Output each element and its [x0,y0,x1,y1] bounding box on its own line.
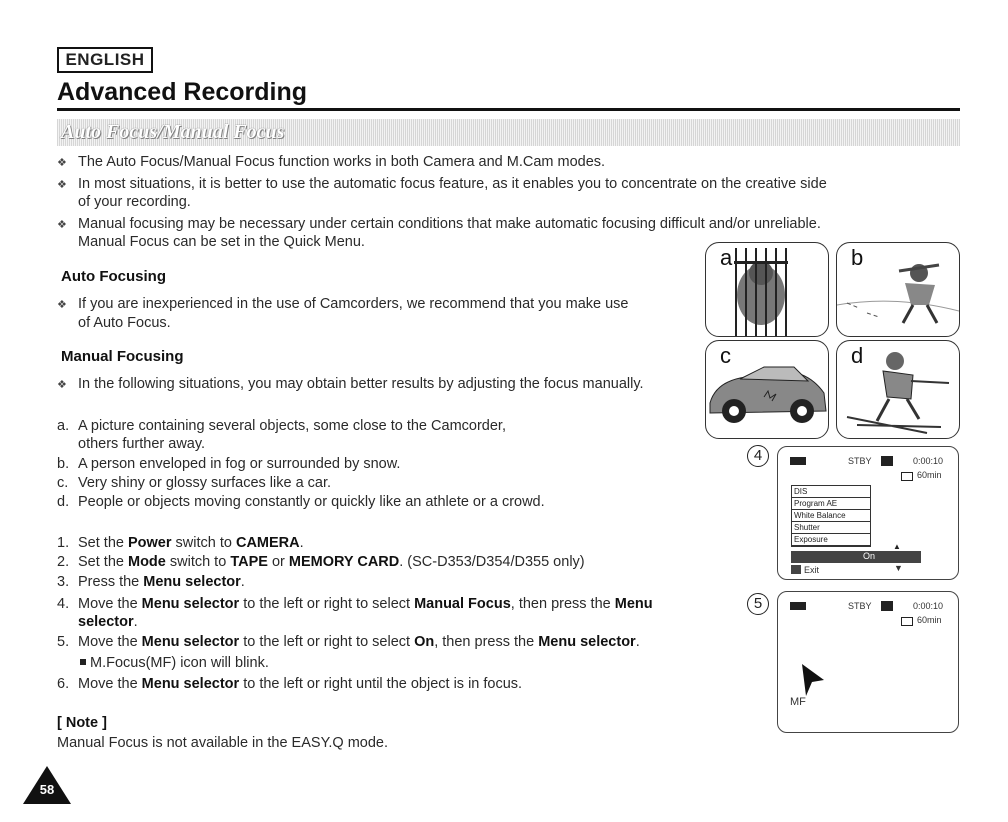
step-1: Set the Power switch to CAMERA. [78,535,304,551]
auto-focusing-line-1: If you are inexperienced in the use of Camcorders, we recommend that you make use [78,296,629,312]
illustration-c [705,340,829,439]
quick-menu [791,485,871,547]
stby-label: STBY [848,601,872,611]
title-rule [57,108,960,111]
intro-bullet-3-line-1: Manual focusing may be necessary under certain conditions that make automatic focusing difficult and/or unreliable. [78,216,821,232]
step-5-key: 5. [57,634,70,650]
auto-focusing-line-2: of Auto Focus. [78,315,171,331]
illustration-d-label: d [851,343,864,368]
situation-c-key: c. [57,475,69,491]
tape-icon [901,617,913,626]
arrow-down-icon: ▼ [894,563,903,573]
manual-focus-value: On [863,551,876,561]
situation-b: A person enveloped in fog or surrounded by snow. [78,456,401,472]
manual-focusing-heading: Manual Focusing [61,348,184,365]
remaining-time: 60min [917,470,942,480]
bullet-icon: ❖ [57,299,67,311]
page-number: 58 [39,782,55,797]
tape-icon [901,472,913,481]
menu-item-manual-focus-selected [791,542,921,563]
step-4-key: 4. [57,596,70,612]
battery-icon [790,457,806,465]
bullet-icon: ❖ [57,157,67,169]
step-4-line-2: selector. [78,614,138,630]
step-5-number: 5 [747,593,769,615]
intro-bullet-2-line-2: of your recording. [78,194,191,210]
bullet-icon: ❖ [57,219,67,231]
lcd-screen-5 [777,591,959,733]
step-1-key: 1. [57,535,70,551]
step-2: Set the Mode switch to TAPE or MEMORY CARD. (SC-D353/D354/D355 only) [78,554,585,570]
step-3-key: 3. [57,574,70,590]
auto-focusing-heading: Auto Focusing [61,268,166,285]
situation-a-line-2: others further away. [78,436,206,452]
step-2-key: 2. [57,554,70,570]
section-banner [57,119,960,146]
mf-icon: MF [790,696,806,708]
step-6-key: 6. [57,676,70,692]
exit-label: Exit [804,565,820,575]
page-title: Advanced Recording [57,78,308,106]
sp-icon [881,601,893,611]
situation-d-key: d. [57,494,70,510]
pointer-arrow-icon [796,662,826,698]
battery-icon [790,602,806,610]
intro-bullet-1: The Auto Focus/Manual Focus function works in both Camera and M.Cam modes. [78,154,606,170]
situation-b-key: b. [57,456,70,472]
note-text: Manual Focus is not available in the EASY.Q mode. [57,735,389,751]
menu-item-shutter: Shutter [792,522,870,534]
illustration-d [836,340,960,439]
menu-item-white-balance: White Balance [792,510,870,522]
time-code: 0:00:10 [913,601,944,611]
illustration-a [705,242,829,337]
menu-button-icon [791,565,801,574]
time-code: 0:00:10 [913,456,944,466]
step-6: Move the Menu selector to the left or right until the object is in focus. [78,676,523,692]
situation-a-line-1: A picture containing several objects, some close to the Camcorder, [78,418,506,434]
step-4-number: 4 [747,445,769,467]
illustration-c-label: c [720,343,731,368]
sp-icon [881,456,893,466]
menu-item-exposure: Exposure [792,534,870,546]
square-bullet-icon [80,659,86,665]
illustration-a-label: a [720,245,733,270]
illustration-b-label: b [851,245,864,270]
step-5-sub: M.Focus(MF) icon will blink. [90,655,269,671]
bullet-icon: ❖ [57,179,67,191]
section-title: Auto Focus/Manual Focus [61,121,285,143]
manual-focusing-line-1: In the following situations, you may obtain better results by adjusting the focus manually. [78,376,644,392]
arrow-up-icon: ▲ [893,542,901,551]
situation-c: Very shiny or glossy surfaces like a car. [78,475,332,491]
remaining-time: 60min [917,615,942,625]
situation-d: People or objects moving constantly or quickly like an athlete or a crowd. [78,494,545,510]
intro-bullet-2-line-1: In most situations, it is better to use the automatic focus feature, as it enables you to concentrate on the creative side [78,176,827,192]
step-3: Press the Menu selector. [78,574,245,590]
illustration-b [836,242,960,337]
note-heading: [ Note ] [57,715,107,731]
menu-item-dis: DIS [792,486,870,498]
language-label: ENGLISH [57,47,153,73]
bullet-icon: ❖ [57,379,67,391]
stby-label: STBY [848,456,872,466]
situation-a-key: a. [57,418,70,434]
step-5: Move the Menu selector to the left or right to select On, then press the Menu selector. [78,634,640,650]
lcd-screen-4 [777,446,959,580]
step-4-line-1: Move the Menu selector to the left or right to select Manual Focus, then press the Menu [78,596,653,612]
menu-item-program-ae: Program AE [792,498,870,510]
intro-bullet-3-line-2: Manual Focus can be set in the Quick Menu. [78,234,365,250]
